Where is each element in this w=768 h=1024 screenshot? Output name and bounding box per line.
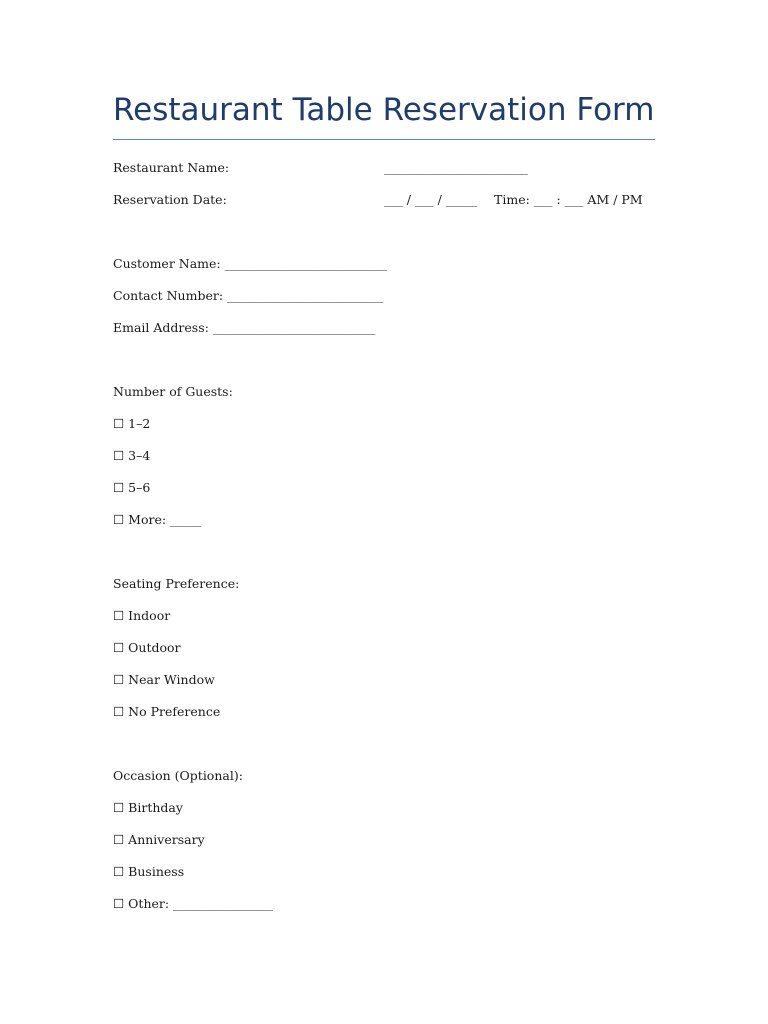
email-address-field[interactable]: Email Address: __________________________ — [113, 320, 376, 335]
guests-option-more[interactable]: ☐ More: _____ — [113, 512, 202, 527]
guests-option-3-4[interactable]: ☐ 3–4 — [113, 448, 151, 463]
guests-option-5-6[interactable]: ☐ 5–6 — [113, 480, 151, 495]
guests-heading: Number of Guests: — [113, 384, 233, 399]
occasion-option-anniversary[interactable]: ☐ Anniversary — [113, 832, 205, 847]
contact-number-field[interactable]: Contact Number: _________________________ — [113, 288, 384, 303]
restaurant-name-label: Restaurant Name: — [113, 160, 230, 175]
occasion-heading: Occasion (Optional): — [113, 768, 243, 783]
restaurant-name-field[interactable]: _______________________ — [384, 160, 528, 175]
guests-option-1-2[interactable]: ☐ 1–2 — [113, 416, 151, 431]
occasion-option-business[interactable]: ☐ Business — [113, 864, 185, 879]
reservation-date-field[interactable]: ___ / ___ / _____ — [384, 192, 478, 207]
reservation-time-field[interactable]: Time: ___ : ___ AM / PM — [494, 192, 643, 207]
seating-option-near-window[interactable]: ☐ Near Window — [113, 672, 215, 687]
seating-option-no-preference[interactable]: ☐ No Preference — [113, 704, 221, 719]
seating-option-outdoor[interactable]: ☐ Outdoor — [113, 640, 181, 655]
occasion-option-other[interactable]: ☐ Other: ________________ — [113, 896, 274, 911]
customer-name-field[interactable]: Customer Name: __________________________ — [113, 256, 388, 271]
title-divider — [113, 139, 655, 140]
page-title: Restaurant Table Reservation Form — [113, 92, 655, 128]
seating-option-indoor[interactable]: ☐ Indoor — [113, 608, 171, 623]
occasion-option-birthday[interactable]: ☐ Birthday — [113, 800, 183, 815]
seating-heading: Seating Preference: — [113, 576, 240, 591]
reservation-date-label: Reservation Date: — [113, 192, 227, 207]
